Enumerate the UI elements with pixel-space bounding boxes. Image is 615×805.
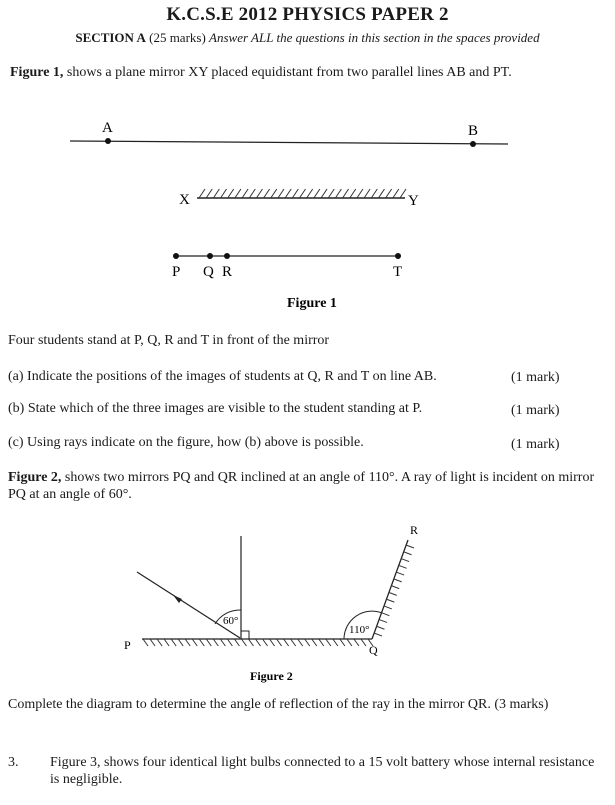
hatch-stroke — [249, 189, 255, 198]
figure1-diagram — [0, 110, 615, 320]
q1-stem: Four students stand at P, Q, R and T in front of the mirror — [8, 333, 330, 348]
hatch-stroke — [199, 639, 204, 646]
hatch-stroke — [374, 633, 382, 636]
label-q2: Q — [369, 643, 378, 657]
section-marks: (25 marks) — [149, 30, 206, 45]
mirror-qr — [372, 540, 408, 639]
line-ab — [70, 141, 508, 144]
q3-number: 3. — [8, 755, 19, 770]
hatch-stroke — [284, 639, 289, 646]
label-q: Q — [203, 264, 214, 280]
hatch-stroke — [292, 189, 298, 198]
q1-part-b-marks: (1 mark) — [511, 403, 560, 418]
hatch-stroke — [241, 639, 246, 646]
hatch-stroke — [305, 639, 310, 646]
hatch-stroke — [164, 639, 169, 646]
q1-part-c: (c) Using rays indicate on the figure, how (b) above is possible. — [8, 435, 364, 450]
hatch-stroke — [384, 606, 392, 609]
hatch-stroke — [263, 639, 268, 646]
hatch-stroke — [328, 189, 334, 198]
hatch-stroke — [278, 189, 284, 198]
label-t: T — [393, 264, 403, 280]
label-a: A — [102, 120, 113, 136]
figure2-intro-line2: PQ at an angle of 60°. — [8, 487, 132, 502]
hatch-stroke — [386, 189, 392, 198]
mirror-pq-hatching — [143, 639, 373, 646]
q3-line1: Figure 3, shows four identical light bulbs connected to a 15 volt battery whose internal resistance — [50, 755, 595, 770]
paper-title: K.C.S.E 2012 PHYSICS PAPER 2 — [166, 4, 449, 25]
point-t — [395, 253, 401, 259]
q1-part-a: (a) Indicate the positions of the images of students at Q, R and T on line AB. — [8, 369, 437, 384]
hatch-stroke — [277, 639, 282, 646]
hatch-stroke — [389, 592, 397, 595]
hatch-stroke — [312, 639, 317, 646]
hatch-stroke — [371, 189, 377, 198]
hatch-stroke — [364, 189, 370, 198]
label-r2: R — [410, 523, 419, 537]
figure2-intro-line1 — [8, 470, 594, 486]
ray-arrow — [173, 595, 182, 603]
section-instruction: Answer ALL the questions in this section in the spaces provided — [209, 30, 540, 45]
hatch-stroke — [378, 189, 384, 198]
hatch-stroke — [376, 626, 384, 629]
figure2-intro-text: shows two mirrors PQ and QR inclined at an angle of 110°. A ray of light is incident on mirror — [64, 470, 595, 485]
hatch-stroke — [393, 189, 399, 198]
figure2-diagram — [0, 515, 615, 690]
hatch-stroke — [192, 639, 197, 646]
point-r — [224, 253, 230, 259]
right-angle-marker — [241, 631, 249, 639]
label-p2: P — [124, 638, 131, 652]
hatch-stroke — [319, 639, 324, 646]
hatch-stroke — [213, 189, 219, 198]
label-y: Y — [408, 193, 419, 209]
figure1-intro-ref: Figure 1, — [10, 65, 64, 80]
mirror-xy-hatching — [199, 189, 406, 198]
hatch-stroke — [350, 189, 356, 198]
hatch-stroke — [307, 189, 313, 198]
point-p — [173, 253, 179, 259]
figure1-intro — [10, 65, 512, 81]
hatch-stroke — [394, 579, 402, 582]
label-angle-110: 110° — [349, 624, 370, 636]
hatch-stroke — [242, 189, 248, 198]
hatch-stroke — [406, 545, 414, 548]
figure2-intro-ref: Figure 2, — [8, 470, 62, 485]
point-q — [207, 253, 213, 259]
label-p: P — [172, 264, 181, 280]
hatch-stroke — [321, 189, 327, 198]
mirror-qr-hatching — [374, 545, 414, 636]
hatch-stroke — [220, 639, 225, 646]
q1-part-b: (b) State which of the three images are visible to the student standing at P. — [8, 401, 423, 416]
hatch-stroke — [234, 639, 239, 646]
hatch-stroke — [400, 189, 406, 198]
figure2-caption: Figure 2 — [250, 669, 293, 683]
q3-line2: is negligible. — [50, 772, 123, 787]
hatch-stroke — [264, 189, 270, 198]
hatch-stroke — [150, 639, 155, 646]
hatch-stroke — [227, 639, 232, 646]
hatch-stroke — [221, 189, 227, 198]
hatch-stroke — [235, 189, 241, 198]
label-angle-60: 60° — [223, 615, 239, 627]
hatch-stroke — [386, 599, 394, 602]
hatch-stroke — [206, 639, 211, 646]
hatch-stroke — [379, 619, 387, 622]
point-b — [470, 141, 476, 147]
hatch-stroke — [298, 639, 303, 646]
hatch-stroke — [333, 639, 338, 646]
q2-text: Complete the diagram to determine the angle of reflection of the ray in the mirror QR. (3 marks) — [8, 697, 549, 712]
point-a — [105, 138, 111, 144]
hatch-stroke — [256, 639, 261, 646]
label-x: X — [179, 192, 190, 208]
hatch-stroke — [340, 639, 345, 646]
hatch-stroke — [143, 639, 148, 646]
hatch-stroke — [206, 189, 212, 198]
hatch-stroke — [271, 189, 277, 198]
hatch-stroke — [354, 639, 359, 646]
hatch-stroke — [291, 639, 296, 646]
label-r: R — [222, 264, 233, 280]
section-label: SECTION A — [75, 30, 146, 45]
hatch-stroke — [347, 639, 352, 646]
hatch-stroke — [396, 572, 404, 575]
incident-ray — [137, 572, 240, 638]
hatch-stroke — [314, 189, 320, 198]
label-b: B — [468, 123, 479, 139]
q1-part-a-marks: (1 mark) — [511, 370, 560, 385]
hatch-stroke — [248, 639, 253, 646]
section-heading — [0, 30, 615, 46]
hatch-stroke — [357, 189, 363, 198]
hatch-stroke — [326, 639, 331, 646]
q1-part-c-marks: (1 mark) — [511, 437, 560, 452]
hatch-stroke — [213, 639, 218, 646]
hatch-stroke — [171, 639, 176, 646]
hatch-stroke — [381, 613, 389, 616]
hatch-stroke — [343, 189, 349, 198]
figure1-caption: Figure 1 — [287, 296, 337, 311]
hatch-stroke — [199, 189, 205, 198]
hatch-stroke — [404, 552, 412, 555]
hatch-stroke — [335, 189, 341, 198]
hatch-stroke — [361, 639, 366, 646]
hatch-stroke — [157, 639, 162, 646]
hatch-stroke — [401, 559, 409, 562]
hatch-stroke — [256, 189, 262, 198]
hatch-stroke — [285, 189, 291, 198]
hatch-stroke — [300, 189, 306, 198]
hatch-stroke — [185, 639, 190, 646]
hatch-stroke — [391, 586, 399, 589]
figure1-intro-text: shows a plane mirror XY placed equidistant from two parallel lines AB and PT. — [66, 65, 512, 80]
hatch-stroke — [270, 639, 275, 646]
hatch-stroke — [399, 565, 407, 568]
hatch-stroke — [228, 189, 234, 198]
hatch-stroke — [178, 639, 183, 646]
